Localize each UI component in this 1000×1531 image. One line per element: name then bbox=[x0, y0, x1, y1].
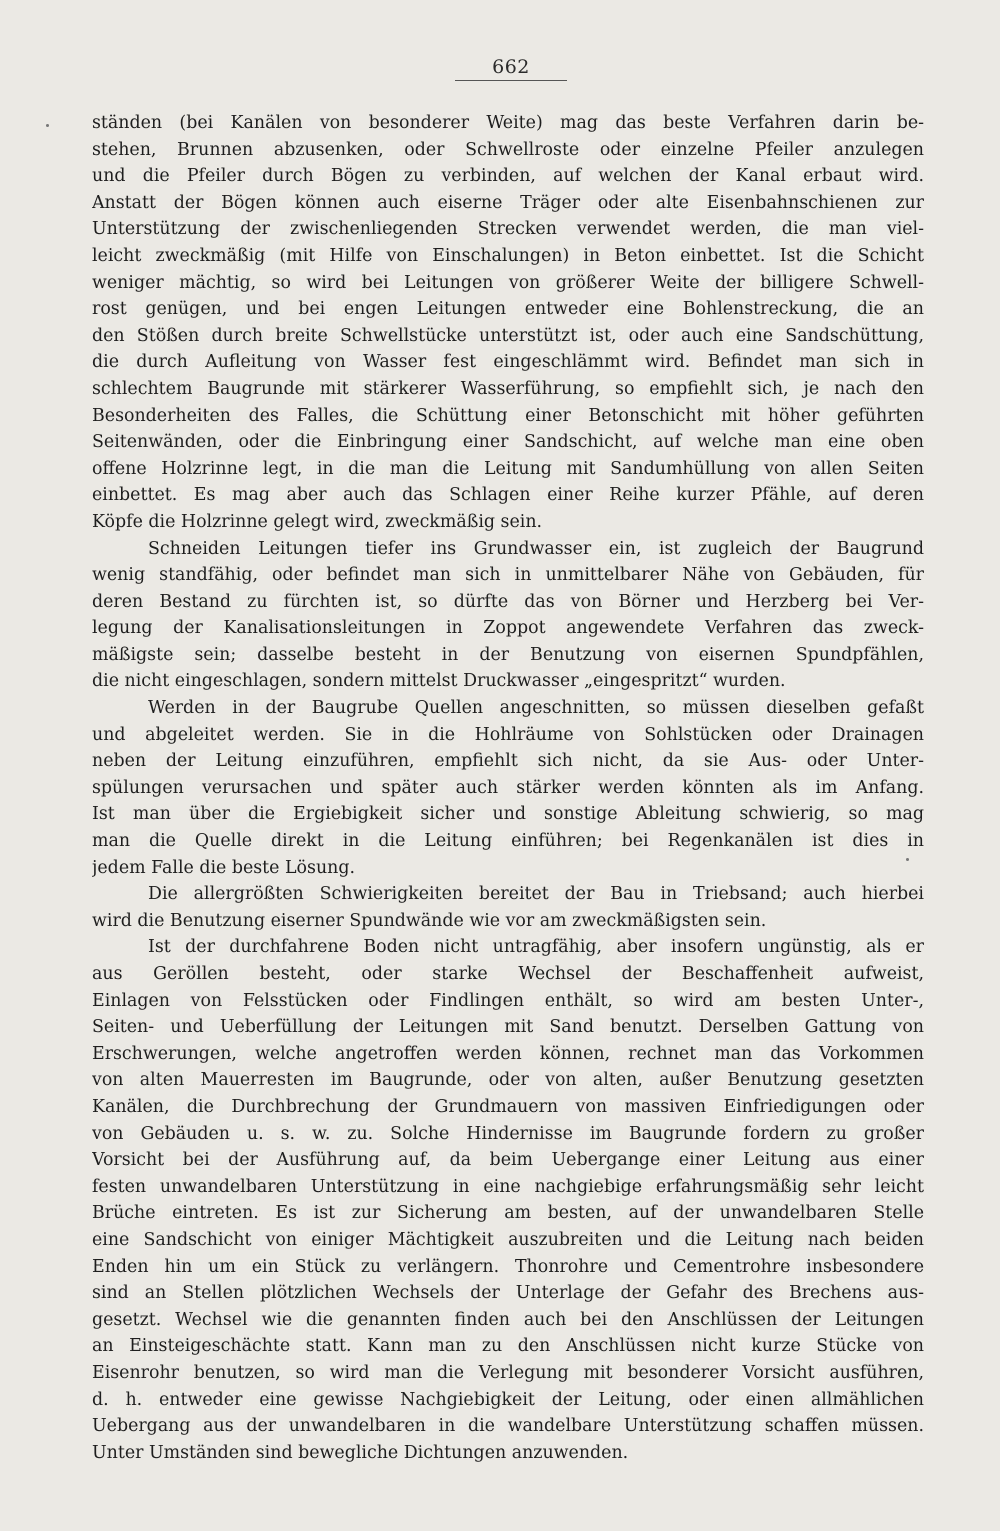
text-line: Kanälen, die Durchbrechung der Grundmauern von massiven Einfriedigungen oder bbox=[92, 1096, 924, 1117]
paragraph bbox=[92, 110, 924, 536]
text-line: man die Quelle direkt in die Leitung einführen; bei Regenkanälen ist dies in bbox=[92, 831, 924, 852]
text-line: schlechtem Baugrunde mit stärkerer Wasserführung, so empfiehlt sich, je nach den bbox=[92, 378, 924, 399]
text-line: festen unwandelbaren Unterstützung in eine nachgiebige erfahrungsmäßig sehr leicht bbox=[92, 1176, 924, 1197]
text-line: Besonderheiten des Falles, die Schüttung einer Betonschicht mit höher geführten bbox=[92, 405, 924, 426]
text-line: und abgeleitet werden. Sie in die Hohlräume von Sohlstücken oder Drainagen bbox=[92, 724, 924, 745]
text-line: Enden hin um ein Stück zu verlängern. Thonrohre und Cementrohre insbesondere bbox=[92, 1256, 924, 1277]
text-line: Uebergang aus der unwandelbaren in die wandelbare Unterstützung schaffen müssen. bbox=[92, 1416, 924, 1437]
text-line: Brüche eintreten. Es ist zur Sicherung am besten, auf der unwandelbaren Stelle bbox=[92, 1203, 924, 1224]
paragraph bbox=[92, 695, 924, 881]
text-line: Einlagen von Felsstücken oder Findlingen enthält, so wird am besten Unter-, bbox=[92, 990, 924, 1011]
paper-speck bbox=[46, 124, 49, 127]
text-line: Unterstützung der zwischenliegenden Strecken verwendet werden, die man viel- bbox=[92, 219, 924, 240]
text-line: Eisenrohr benutzen, so wird man die Verlegung mit besonderer Vorsicht ausführen, bbox=[92, 1362, 924, 1383]
text-line: spülungen verursachen und später auch stärker werden könnten als im Anfang. bbox=[92, 777, 924, 798]
paragraph bbox=[92, 536, 924, 696]
text-line: mäßigste sein; dasselbe besteht in der Benutzung von eisernen Spundpfählen, bbox=[92, 644, 924, 665]
text-line: deren Bestand zu fürchten ist, so dürfte das von Börner und Herzberg bei Ver- bbox=[92, 591, 924, 612]
text-line: an Einsteigeschächte statt. Kann man zu den Anschlüssen nicht kurze Stücke von bbox=[92, 1336, 924, 1357]
text-line: gesetzt. Wechsel wie die genannten finden auch bei den Anschlüssen der Leitungen bbox=[92, 1309, 924, 1330]
text-line: rost genügen, und bei engen Leitungen entweder eine Bohlenstreckung, die an bbox=[92, 299, 924, 320]
text-line: wird die Benutzung eiserner Spundwände wie vor am zweckmäßigsten sein. bbox=[92, 910, 767, 931]
text-line: Erschwerungen, welche angetroffen werden können, rechnet man das Vorkommen bbox=[92, 1043, 924, 1064]
text-line: Köpfe die Holzrinne gelegt wird, zweckmäßig sein. bbox=[92, 511, 543, 532]
text-line: Seitenwänden, oder die Einbringung einer Sandschicht, auf welche man eine oben bbox=[92, 432, 924, 453]
text-line: Die allergrößten Schwierigkeiten bereitet der Bau in Triebsand; auch hierbei bbox=[148, 884, 924, 905]
text-line: Unter Umständen sind bewegliche Dichtungen anzuwenden. bbox=[92, 1442, 629, 1463]
text-line: stehen, Brunnen abzusenken, oder Schwellroste oder einzelne Pfeiler anzulegen bbox=[92, 139, 924, 160]
text-line: eine Sandschicht von einiger Mächtigkeit auszubreiten und die Leitung nach beiden bbox=[92, 1229, 924, 1250]
text-line: wenig standfähig, oder befindet man sich in unmittelbarer Nähe von Gebäuden, für bbox=[92, 565, 924, 586]
text-line: sind an Stellen plötzlichen Wechsels der Unterlage der Gefahr des Brechens aus- bbox=[92, 1283, 924, 1304]
text-line: Ist der durchfahrene Boden nicht untragfähig, aber insofern ungünstig, als er bbox=[148, 937, 924, 958]
text-line: weniger mächtig, so wird bei Leitungen von größerer Weite der billigere Schwell- bbox=[92, 272, 924, 293]
text-line: von Gebäuden u. s. w. zu. Solche Hindernisse im Baugrunde fordern zu großer bbox=[92, 1123, 924, 1144]
text-line: den Stößen durch breite Schwellstücke unterstützt ist, oder auch eine Sandschüttung, bbox=[92, 325, 924, 346]
text-line: ständen (bei Kanälen von besonderer Weite) mag das beste Verfahren darin be- bbox=[92, 113, 924, 133]
text-line: Ist man über die Ergiebigkeit sicher und sonstige Ableitung schwierig, so mag bbox=[92, 804, 924, 825]
text-line: einbettet. Es mag aber auch das Schlagen einer Reihe kurzer Pfähle, auf deren bbox=[92, 485, 924, 506]
text-line: und die Pfeiler durch Bögen zu verbinden, auf welchen der Kanal erbaut wird. bbox=[92, 166, 924, 187]
text-line: die nicht eingeschlagen, sondern mittelst Druckwasser „eingespritzt“ wurden. bbox=[92, 671, 786, 692]
text-line: jedem Falle die beste Lösung. bbox=[92, 857, 355, 878]
text-line: offene Holzrinne legt, in die man die Leitung mit Sandumhüllung von allen Seiten bbox=[92, 458, 924, 479]
text-line: leicht zweckmäßig (mit Hilfe von Einschalungen) in Beton einbettet. Ist die Schicht bbox=[92, 245, 924, 266]
text-line: Werden in der Baugrube Quellen angeschnitten, so müssen dieselben gefaßt bbox=[148, 698, 924, 719]
body-text bbox=[92, 110, 924, 1466]
text-line: d. h. entweder eine gewisse Nachgiebigkeit der Leitung, oder einen allmählichen bbox=[92, 1389, 924, 1410]
text-line: Seiten- und Ueberfüllung der Leitungen mit Sand benutzt. Derselben Gattung von bbox=[92, 1017, 924, 1038]
text-line: die durch Aufleitung von Wasser fest eingeschlämmt wird. Befindet man sich in bbox=[92, 352, 924, 373]
text-line: Anstatt der Bögen können auch eiserne Träger oder alte Eisenbahnschienen zur bbox=[92, 192, 924, 213]
text-line: aus Geröllen besteht, oder starke Wechsel der Beschaffenheit aufweist, bbox=[92, 964, 924, 984]
text-line: Vorsicht bei der Ausführung auf, da beim Uebergange einer Leitung aus einer bbox=[92, 1150, 924, 1171]
text-line: neben der Leitung einzuführen, empfiehlt sich nicht, da sie Aus- oder Unter- bbox=[92, 751, 924, 772]
page-number: 662 bbox=[455, 56, 567, 81]
text-line: Schneiden Leitungen tiefer ins Grundwasser ein, ist zugleich der Baugrund bbox=[148, 538, 924, 559]
paragraph bbox=[92, 881, 924, 934]
paragraph bbox=[92, 934, 924, 1466]
text-line: von alten Mauerresten im Baugrunde, oder von alten, außer Benutzung gesetzten bbox=[92, 1070, 924, 1091]
paper-speck bbox=[906, 858, 909, 861]
text-line: legung der Kanalisationsleitungen in Zoppot angewendete Verfahren das zweck- bbox=[92, 618, 924, 639]
